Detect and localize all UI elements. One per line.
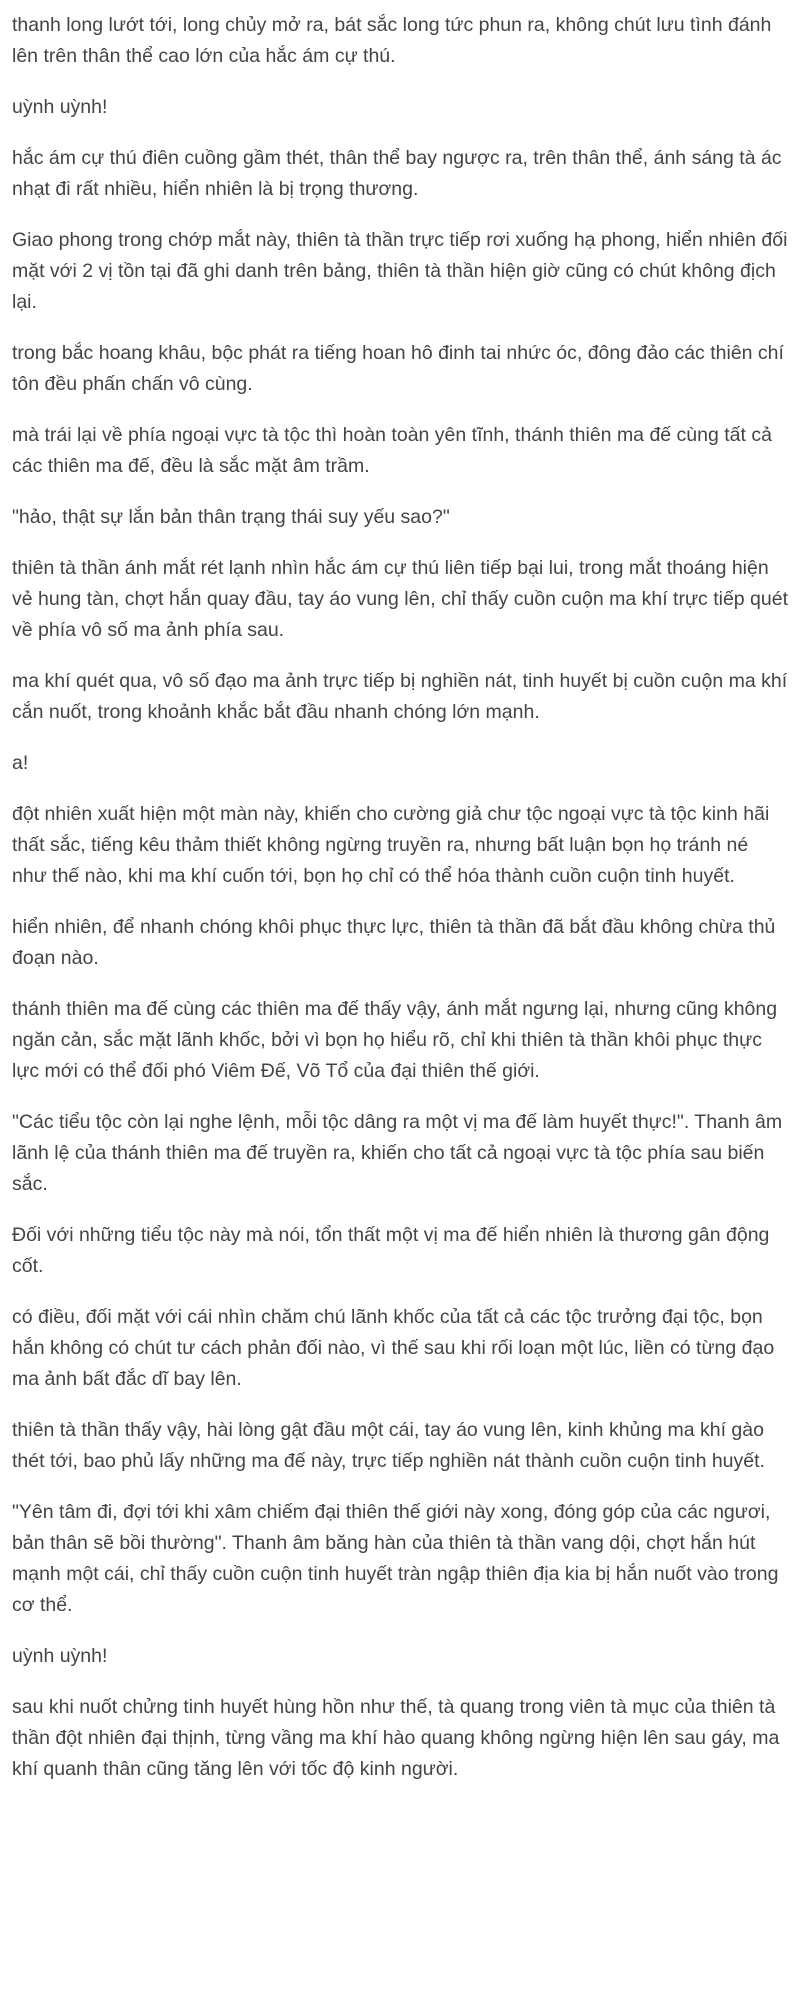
paragraph: "hảo, thật sự lắn bản thân trạng thái suy yếu sao?" [12, 506, 450, 528]
paragraph: a! [12, 752, 29, 774]
paragraph: thánh thiên ma đế cùng các thiên ma đế thấy vậy, ánh mắt ngưng lại, nhưng cũng không ngăn cản, sắc mặt lãnh khốc, bởi vì bọn họ hiểu rõ, chỉ khi thiên tà thần khôi phục thực lực mới có thể đối phó Viêm Đế, Võ Tổ của đại thiên thế giới. [12, 998, 778, 1082]
paragraph: ma khí quét qua, vô số đạo ma ảnh trực tiếp bị nghiền nát, tinh huyết bị cuồn cuộn ma khí cắn nuốt, trong khoảnh khắc bắt đầu nhanh chóng lớn mạnh. [12, 670, 788, 723]
paragraph: thiên tà thần thấy vậy, hài lòng gật đầu một cái, tay áo vung lên, kinh khủng ma khí gào thét tới, bao phủ lấy những ma đế này, trực tiếp nghiền nát thành cuồn cuộn tinh huyết. [12, 1419, 765, 1472]
paragraph-container [12, 10, 788, 1785]
paragraph: Đối với những tiểu tộc này mà nói, tổn thất một vị ma đế hiển nhiên là thương gân động cốt. [12, 1224, 770, 1277]
paragraph: trong bắc hoang khâu, bộc phát ra tiếng hoan hô đinh tai nhức óc, đông đảo các thiên chí tôn đều phấn chấn vô cùng. [12, 342, 784, 395]
paragraph: "Các tiểu tộc còn lại nghe lệnh, mỗi tộc dâng ra một vị ma đế làm huyết thực!". Thanh âm lãnh lệ của thánh thiên ma đế truyền ra, khiến cho tất cả ngoại vực tà tộc phía sau biến sắc. [12, 1111, 783, 1195]
paragraph: thanh long lướt tới, long chủy mở ra, bát sắc long tức phun ra, không chút lưu tình đánh lên trên thân thể cao lớn của hắc ám cự thú. [12, 14, 772, 67]
paragraph: hắc ám cự thú điên cuồng gầm thét, thân thể bay ngược ra, trên thân thể, ánh sáng tà ác nhạt đi rất nhiều, hiển nhiên là bị trọng thương. [12, 147, 782, 200]
paragraph: thiên tà thần ánh mắt rét lạnh nhìn hắc ám cự thú liên tiếp bại lui, trong mắt thoáng hiện vẻ hung tàn, chợt hắn quay đầu, tay áo vung lên, chỉ thấy cuồn cuộn ma khí trực tiếp quét về phía vô số ma ảnh phía sau. [12, 557, 789, 641]
paragraph: "Yên tâm đi, đợi tới khi xâm chiếm đại thiên thế giới này xong, đóng góp của các ngươi, bản thân sẽ bồi thường". Thanh âm băng hàn của thiên tà thần vang dội, chợt hắn hút mạnh một cái, chỉ thấy cuồn cuộn tinh huyết tràn ngập thiên địa kia bị hắn nuốt vào trong cơ thể. [12, 1501, 779, 1616]
paragraph: uỳnh uỳnh! [12, 1645, 108, 1667]
paragraph: uỳnh uỳnh! [12, 96, 108, 118]
paragraph: Giao phong trong chớp mắt này, thiên tà thần trực tiếp rơi xuống hạ phong, hiển nhiên đối mặt với 2 vị tồn tại đã ghi danh trên bảng, thiên tà thần hiện giờ cũng có chút không địch lại. [12, 229, 788, 313]
paragraph: mà trái lại về phía ngoại vực tà tộc thì hoàn toàn yên tĩnh, thánh thiên ma đế cùng tất cả các thiên ma đế, đều là sắc mặt âm trầm. [12, 424, 772, 477]
paragraph: có điều, đối mặt với cái nhìn chăm chú lãnh khốc của tất cả các tộc trưởng đại tộc, bọn hắn không có chút tư cách phản đối nào, vì thế sau khi rối loạn một lúc, liền có từng đạo ma ảnh bất đắc dĩ bay lên. [12, 1306, 775, 1390]
paragraph: đột nhiên xuất hiện một màn này, khiến cho cường giả chư tộc ngoại vực tà tộc kinh hãi thất sắc, tiếng kêu thảm thiết không ngừng truyền ra, nhưng bất luận bọn họ tránh né như thế nào, khi ma khí cuốn tới, bọn họ chỉ có thể hóa thành cuồn cuộn tinh huyết. [12, 803, 770, 887]
paragraph: hiển nhiên, để nhanh chóng khôi phục thực lực, thiên tà thần đã bắt đầu không chừa thủ đoạn nào. [12, 916, 776, 969]
paragraph: sau khi nuốt chửng tinh huyết hùng hồn như thế, tà quang trong viên tà mục của thiên tà thần đột nhiên đại thịnh, từng vầng ma khí hào quang không ngừng hiện lên sau gáy, ma khí quanh thân cũng tăng lên với tốc độ kinh người. [12, 1696, 780, 1780]
